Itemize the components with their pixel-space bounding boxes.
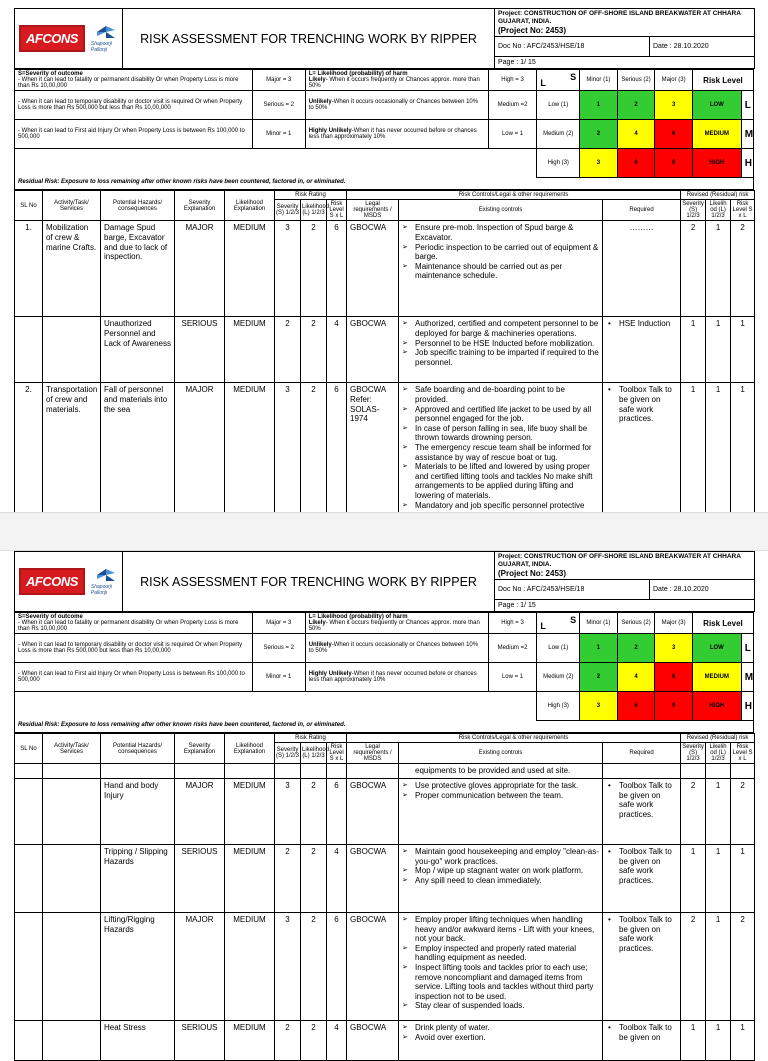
col-severity-exp: Severity Explanation (175, 734, 225, 764)
empty-cell (275, 764, 301, 779)
matrix-cell: 6 (617, 692, 655, 721)
col-rl: Likelih od (L) 1/2/3 (706, 200, 731, 221)
likelihood-explanation: MEDIUM (225, 317, 275, 383)
activity (43, 844, 101, 912)
serious-value: Serious = 2 (252, 634, 305, 663)
medium-level: MEDIUM (692, 663, 741, 692)
risk-level: 4 (327, 844, 347, 912)
sl-no (15, 764, 43, 779)
list-item: ➢ Ensure pre-mob. Inspection of Spud barge & Excavator. (402, 223, 599, 242)
existing-controls-list (402, 1023, 599, 1042)
revised-risk: 1 (731, 1020, 755, 1060)
existing-controls-list (402, 915, 599, 1011)
doc-no: Doc No : AFC/2453/HSE/18 (495, 37, 650, 57)
risk-level: 6 (327, 383, 347, 519)
logo-area (15, 9, 123, 69)
sl-no (15, 317, 43, 383)
list-item: ➢ Proper communication between the team. (402, 791, 599, 801)
empty-cell (731, 764, 755, 779)
table-row (15, 778, 755, 844)
existing-controls-list (402, 319, 599, 367)
serious-col-header: Serious (2) (617, 70, 655, 91)
empty-cell (681, 764, 706, 779)
empty-cell (347, 764, 399, 779)
existing-controls (399, 221, 603, 317)
likelihood: 2 (301, 912, 327, 1020)
high-level: HIGH (692, 692, 741, 721)
col-revised: Revised (Residual) risk (681, 191, 755, 200)
list-item: ➢ The emergency rescue team shall be informed for assistance by way of rescue boat or tug. (402, 443, 599, 462)
list-item: ➢ Mop / wipe up stagnant water on work platform. (402, 866, 599, 876)
required-controls (603, 912, 681, 1020)
unlikely-desc: Unlikely-When it occurs occasionally or Chances between 10% to 50% (305, 634, 488, 663)
list-item: ➢ In case of person falling in sea, life buoy shall be thrown towards drowning person. (402, 424, 599, 443)
low-level: LOW (692, 91, 741, 120)
severity-explanation: MAJOR (175, 912, 225, 1020)
low-value: Low = 1 (488, 663, 537, 692)
list-item: ➢ Employ inspected and properly rated material handling equipment as needed. (402, 944, 599, 963)
empty-cell (43, 764, 101, 779)
medium-row-header: Medium (2) (537, 120, 580, 149)
sl-no: 2. (15, 383, 43, 519)
doc-date: Date : 28.10.2020 (650, 37, 755, 57)
list-item: ➢ Avoid over exertion. (402, 1033, 599, 1043)
risk-matrix (14, 69, 754, 178)
revised-risk: 1 (731, 317, 755, 383)
page-number: Page : 1/ 15 (495, 600, 755, 612)
matrix-cell: 4 (617, 120, 655, 149)
list-item: • Toolbox Talk to be given on safe work practices. (606, 847, 677, 885)
revised-severity: 1 (681, 844, 706, 912)
assessment-table (14, 190, 755, 519)
revised-likelihood: 1 (706, 221, 731, 317)
likely-desc: L= Likelihood (probability) of harm Likely- When it occurs frequently or Chances approx. more than 50% (305, 70, 488, 91)
doc-date: Date : 28.10.2020 (650, 580, 755, 600)
matrix-cell: 1 (580, 634, 618, 663)
risk-matrix (14, 612, 754, 721)
matrix-cell: 9 (655, 692, 693, 721)
high-letter: H (741, 692, 753, 721)
severity: 2 (275, 317, 301, 383)
assessment-table (14, 733, 755, 1061)
risk-level-header: Risk Level (692, 613, 753, 634)
empty-cell (706, 764, 731, 779)
matrix-cell: 1 (580, 91, 618, 120)
shapoorji-logo: Shapoorji Pallonji (91, 24, 122, 53)
table-row (15, 1020, 755, 1060)
severity-major-desc: S=Severity of outcome - When it can lead to fatality or permanent disability Or when Property Loss is more than Rs 10,00,000 (15, 70, 253, 91)
severity-explanation: SERIOUS (175, 844, 225, 912)
shapoorji-logo: Shapoorji Pallonji (91, 567, 122, 596)
high-row-header: High (3) (537, 149, 580, 178)
likelihood: 2 (301, 1020, 327, 1060)
table-row (15, 383, 755, 519)
empty-cell (101, 764, 175, 779)
likelihood: 2 (301, 383, 327, 519)
risk-level: 4 (327, 1020, 347, 1060)
matrix-sl-header: S L (537, 70, 580, 91)
severity-explanation: SERIOUS (175, 1020, 225, 1060)
activity (43, 317, 101, 383)
legal-requirement: GBOCWA (347, 221, 399, 317)
required-controls: ……… (603, 221, 681, 317)
activity: Mobilization of crew & marine Crafts. (43, 221, 101, 317)
legal-requirement: GBOCWA (347, 317, 399, 383)
document-page-1 (14, 8, 754, 512)
col-existing: Existing controls (399, 200, 603, 221)
low-row-header: Low (1) (537, 634, 580, 663)
likelihood: 2 (301, 317, 327, 383)
matrix-cell: 2 (617, 634, 655, 663)
project-info: Project: CONSTRUCTION OF OFF-SHORE ISLAND BREAKWATER AT CHHARA GUJARAT, INDIA. (Project No: 2453) (495, 552, 755, 580)
revised-risk: 2 (731, 221, 755, 317)
list-item: ➢ Maintain good housekeeping and employ "clean-as-you-go" work practices. (402, 847, 599, 866)
col-sl: SL No (15, 191, 43, 221)
list-item: ➢ Mandatory and job specific personnel protective (402, 501, 599, 511)
project-info: Project: CONSTRUCTION OF OFF-SHORE ISLAND BREAKWATER AT CHHARA GUJARAT, INDIA. (Project No: 2453) (495, 9, 755, 37)
minor-col-header: Minor (1) (580, 70, 618, 91)
legal-requirement: GBOCWA Refer: SOLAS-1974 (347, 383, 399, 519)
existing-controls (399, 1020, 603, 1060)
revised-likelihood: 1 (706, 778, 731, 844)
list-item: ➢ Periodic inspection to be carried out of equipment & barge. (402, 243, 599, 262)
table-row-continued (15, 764, 755, 779)
col-rr: Risk Level S x L (732, 744, 753, 763)
risk-level: 6 (327, 221, 347, 317)
major-value: Major = 3 (252, 70, 305, 91)
header-table (14, 8, 755, 69)
revised-likelihood: 1 (706, 1020, 731, 1060)
existing-controls (399, 912, 603, 1020)
table-row (15, 221, 755, 317)
col-rs: Severity (S) 1/2/3 (682, 744, 704, 763)
afcons-logo: AFCONS (19, 568, 85, 595)
revised-severity: 1 (681, 1020, 706, 1060)
likelihood: 2 (301, 778, 327, 844)
severity: 3 (275, 778, 301, 844)
list-item: ➢ Safe boarding and de-boarding point to be provided. (402, 385, 599, 404)
unlikely-desc: Unlikely-When it occurs occasionally or Chances between 10% to 50% (305, 91, 488, 120)
col-existing: Existing controls (399, 743, 603, 764)
empty-cell (225, 764, 275, 779)
hazard: Damage Spud barge, Excavator and due to lack of inspection. (101, 221, 175, 317)
major-col-header: Major (3) (655, 70, 693, 91)
revised-risk: 1 (731, 844, 755, 912)
required-controls-list (606, 847, 677, 885)
revised-risk: 2 (731, 912, 755, 1020)
medium-letter: M (741, 663, 753, 692)
matrix-cell: 3 (580, 692, 618, 721)
required-controls-list (606, 915, 677, 953)
sl-no (15, 912, 43, 1020)
low-value: Low = 1 (488, 120, 537, 149)
list-item: ➢ Drink plenty of water. (402, 1023, 599, 1033)
existing-controls (399, 778, 603, 844)
empty-cell (603, 764, 681, 779)
revised-likelihood: 1 (706, 844, 731, 912)
severity-explanation: MAJOR (175, 221, 225, 317)
sl-no (15, 1020, 43, 1060)
likelihood-explanation: MEDIUM (225, 383, 275, 519)
col-hazards: Potential Hazards/ consequences (101, 734, 175, 764)
minor-value: Minor = 1 (252, 120, 305, 149)
legal-requirement: GBOCWA (347, 844, 399, 912)
revised-severity: 1 (681, 317, 706, 383)
afcons-logo: AFCONS (19, 25, 85, 52)
low-row-header: Low (1) (537, 91, 580, 120)
list-item: ➢ Approved and certified life jacket to be used by all personnel engaged for the job. (402, 405, 599, 424)
severity: 3 (275, 221, 301, 317)
matrix-cell: 6 (655, 120, 693, 149)
existing-controls-list (402, 223, 599, 281)
existing-controls (399, 317, 603, 383)
serious-col-header: Serious (2) (617, 613, 655, 634)
col-legal: Legal requirements / MSDS (347, 200, 399, 221)
col-required: Required (603, 200, 681, 221)
high-row-header: High (3) (537, 692, 580, 721)
severity-explanation: SERIOUS (175, 317, 225, 383)
hazard: Heat Stress (101, 1020, 175, 1060)
list-item: ➢ Materials to be lifted and lowered by using proper and certified lifting tools and tackles No make shift arrangements to be applied during lifting and lowering of materials. (402, 462, 599, 500)
risk-level-header: Risk Level (692, 70, 753, 91)
low-level: LOW (692, 634, 741, 663)
severity-minor-desc: - When it can lead to First aid Injury Or when Property Loss is between Rs 100,000 to 500,000 (15, 663, 253, 692)
document-title: RISK ASSESSMENT FOR TRENCHING WORK BY RIPPER (123, 9, 495, 69)
col-likelihood-exp: Likelihood Explanation (225, 734, 275, 764)
col-controls: Risk Controls/Legal & other requirements (347, 191, 681, 200)
hazard: Tripping / Slipping Hazards (101, 844, 175, 912)
col-required: Required (603, 743, 681, 764)
risk-level: 6 (327, 912, 347, 1020)
highly-unlikely-desc: Highly Unlikely-When it has never occurred before or chances less than approximately 10% (305, 663, 488, 692)
revised-likelihood: 1 (706, 383, 731, 519)
list-item: • Toolbox Talk to be given on safe work practices. (606, 915, 677, 953)
header-table (14, 551, 755, 612)
document-page-2 (14, 551, 754, 1042)
list-item: • HSE Induction (606, 319, 677, 329)
required-controls-list (606, 1023, 677, 1042)
list-item: • Toolbox Talk to be given on safe work practices. (606, 385, 677, 423)
list-item: ➢ Inspect lifting tools and tackles prior to each use; remove noncompliant and damaged items from service. Lifting tools and tackles without third party inspection not to be used. (402, 963, 599, 1001)
activity (43, 778, 101, 844)
list-item: ➢ Use protective gloves appropriate for the task. (402, 781, 599, 791)
activity: Transportation of crew and materials. (43, 383, 101, 519)
likelihood-explanation: MEDIUM (225, 912, 275, 1020)
legal-requirement: GBOCWA (347, 912, 399, 1020)
col-rs: Severity (S) 1/2/3 (682, 201, 704, 220)
matrix-cell: 9 (655, 149, 693, 178)
col-rl: Likelih od (L) 1/2/3 (706, 743, 731, 764)
existing-controls (399, 383, 603, 519)
empty-cell (327, 764, 347, 779)
col-risk-rating: Risk Rating (275, 734, 347, 743)
col-s: Severity (S) 1/2/3 (275, 200, 301, 221)
col-risk-rating: Risk Rating (275, 191, 347, 200)
matrix-cell: 3 (655, 634, 693, 663)
severity-explanation: MAJOR (175, 778, 225, 844)
list-item: • Toolbox Talk to be given on safe work practices. (606, 781, 677, 819)
revised-severity: 2 (681, 778, 706, 844)
list-item: ➢ Authorized, certified and competent personnel to be deployed for barge & machineries operations. (402, 319, 599, 338)
revised-risk: 1 (731, 383, 755, 519)
list-item: ➢ Maintenance should be carried out as per maintenance schedule. (402, 262, 599, 281)
col-sl: SL No (15, 734, 43, 764)
required-controls (603, 778, 681, 844)
likelihood: 2 (301, 844, 327, 912)
likely-desc: L= Likelihood (probability) of harm Likely- When it occurs frequently or Chances approx. more than 50% (305, 613, 488, 634)
revised-severity: 2 (681, 912, 706, 1020)
residual-risk-note: Residual Risk: Exposure to loss remaining after other known risks have been countered, factored in, or eliminated. (14, 178, 754, 190)
medium-level: MEDIUM (692, 120, 741, 149)
empty-cell (301, 764, 327, 779)
high-value: High = 3 (488, 70, 537, 91)
hazard: Unauthorized Personnel and Lack of Awareness (101, 317, 175, 383)
list-item: ➢ Any spill need to clean immediately. (402, 876, 599, 886)
matrix-cell: 6 (655, 663, 693, 692)
existing-controls-list (402, 847, 599, 885)
required-controls (603, 383, 681, 519)
matrix-sl-header: S L (537, 613, 580, 634)
required-controls-list (606, 319, 677, 329)
severity-major-desc: S=Severity of outcome - When it can lead to fatality or permanent disability Or when Property Loss is more than Rs 10,00,000 (15, 613, 253, 634)
doc-no: Doc No : AFC/2453/HSE/18 (495, 580, 650, 600)
matrix-cell: 3 (580, 149, 618, 178)
legal-requirement: GBOCWA (347, 778, 399, 844)
medium-row-header: Medium (2) (537, 663, 580, 692)
severity-explanation: MAJOR (175, 383, 225, 519)
required-controls-list (606, 385, 677, 423)
page-gap (0, 512, 768, 551)
required-controls-list (606, 781, 677, 819)
list-item: ➢ Job specific training to be imparted if required to the personnel. (402, 348, 599, 367)
medium-letter: M (741, 120, 753, 149)
medium-value: Medium =2 (488, 634, 537, 663)
required-controls (603, 317, 681, 383)
existing-controls-list (402, 385, 599, 510)
revised-severity: 2 (681, 221, 706, 317)
minor-value: Minor = 1 (252, 663, 305, 692)
revised-likelihood: 1 (706, 317, 731, 383)
required-controls (603, 844, 681, 912)
likelihood-explanation: MEDIUM (225, 1020, 275, 1060)
severity: 3 (275, 383, 301, 519)
matrix-cell: 6 (617, 149, 655, 178)
residual-risk-note: Residual Risk: Exposure to loss remaining after other known risks have been countered, factored in, or eliminated. (14, 721, 754, 733)
high-level: HIGH (692, 149, 741, 178)
revised-risk: 2 (731, 778, 755, 844)
high-value: High = 3 (488, 613, 537, 634)
low-letter: L (741, 91, 753, 120)
hazard: Hand and body Injury (101, 778, 175, 844)
severity: 2 (275, 844, 301, 912)
matrix-cell: 2 (580, 120, 618, 149)
col-activity: Activity/Task/ Services (43, 191, 101, 221)
empty-cell (175, 764, 225, 779)
legal-requirement: GBOCWA (347, 1020, 399, 1060)
col-likelihood-exp: Likelihood Explanation (225, 191, 275, 221)
col-r: Risk Level S x L (327, 743, 347, 764)
activity (43, 912, 101, 1020)
table-row (15, 844, 755, 912)
likelihood-explanation: MEDIUM (225, 778, 275, 844)
low-letter: L (741, 634, 753, 663)
col-rr: Risk Level S x L (732, 201, 753, 220)
document-title: RISK ASSESSMENT FOR TRENCHING WORK BY RIPPER (123, 552, 495, 612)
logo-area (15, 552, 123, 612)
table-row (15, 912, 755, 1020)
col-hazards: Potential Hazards/ consequences (101, 191, 175, 221)
risk-level: 4 (327, 317, 347, 383)
list-item: ➢ Stay clear of suspended loads. (402, 1001, 599, 1011)
sl-no (15, 778, 43, 844)
matrix-cell: 2 (580, 663, 618, 692)
likelihood-explanation: MEDIUM (225, 844, 275, 912)
col-r: Risk Level S x L (327, 200, 347, 221)
col-s: Severity (S) 1/2/3 (275, 743, 301, 764)
col-controls: Risk Controls/Legal & other requirements (347, 734, 681, 743)
severity: 3 (275, 912, 301, 1020)
list-item: ➢ Personnel to be HSE Inducted before mobilization. (402, 339, 599, 349)
sl-no: 1. (15, 221, 43, 317)
existing-controls-continued: equipments to be provided and used at site. (399, 764, 603, 779)
major-col-header: Major (3) (655, 613, 693, 634)
col-revised: Revised (Residual) risk (681, 734, 755, 743)
col-l: Likelihood (L) 1/2/3 (301, 743, 327, 764)
hazard: Fall of personnel and materials into the sea (101, 383, 175, 519)
severity-serious-desc: - When it can lead to temporary disability or doctor visit is required Or when Property Loss is more than Rs 500,000 but less than Rs 10,00,000 (15, 91, 253, 120)
revised-likelihood: 1 (706, 912, 731, 1020)
table-row (15, 317, 755, 383)
highly-unlikely-desc: Highly Unlikely-When it has never occurred before or chances less than approximately 10% (305, 120, 488, 149)
list-item: • Toolbox Talk to be given on (606, 1023, 677, 1042)
matrix-cell: 2 (617, 91, 655, 120)
page-number: Page : 1/ 15 (495, 57, 755, 69)
medium-value: Medium =2 (488, 91, 537, 120)
matrix-cell: 4 (617, 663, 655, 692)
minor-col-header: Minor (1) (580, 613, 618, 634)
activity (43, 1020, 101, 1060)
col-legal: Legal requirements / MSDS (347, 743, 399, 764)
risk-level: 6 (327, 778, 347, 844)
likelihood-explanation: MEDIUM (225, 221, 275, 317)
required-controls (603, 1020, 681, 1060)
severity-serious-desc: - When it can lead to temporary disability or doctor visit is required Or when Property Loss is more than Rs 500,000 but less than Rs 10,00,000 (15, 634, 253, 663)
col-l: Likelihood (L) 1/2/3 (301, 200, 327, 221)
col-severity-exp: Severity Explanation (175, 191, 225, 221)
likelihood: 2 (301, 221, 327, 317)
hazard: Lifting/Rigging Hazards (101, 912, 175, 1020)
severity-minor-desc: - When it can lead to First aid Injury Or when Property Loss is between Rs 100,000 to 500,000 (15, 120, 253, 149)
severity: 2 (275, 1020, 301, 1060)
revised-severity: 1 (681, 383, 706, 519)
serious-value: Serious = 2 (252, 91, 305, 120)
sl-no (15, 844, 43, 912)
existing-controls-list (402, 781, 599, 800)
existing-controls (399, 844, 603, 912)
col-activity: Activity/Task/ Services (43, 734, 101, 764)
major-value: Major = 3 (252, 613, 305, 634)
list-item: ➢ Employ proper lifting techniques when handling heavy and/or awkward items - Lift with your knees, not your back. (402, 915, 599, 944)
high-letter: H (741, 149, 753, 178)
matrix-cell: 3 (655, 91, 693, 120)
